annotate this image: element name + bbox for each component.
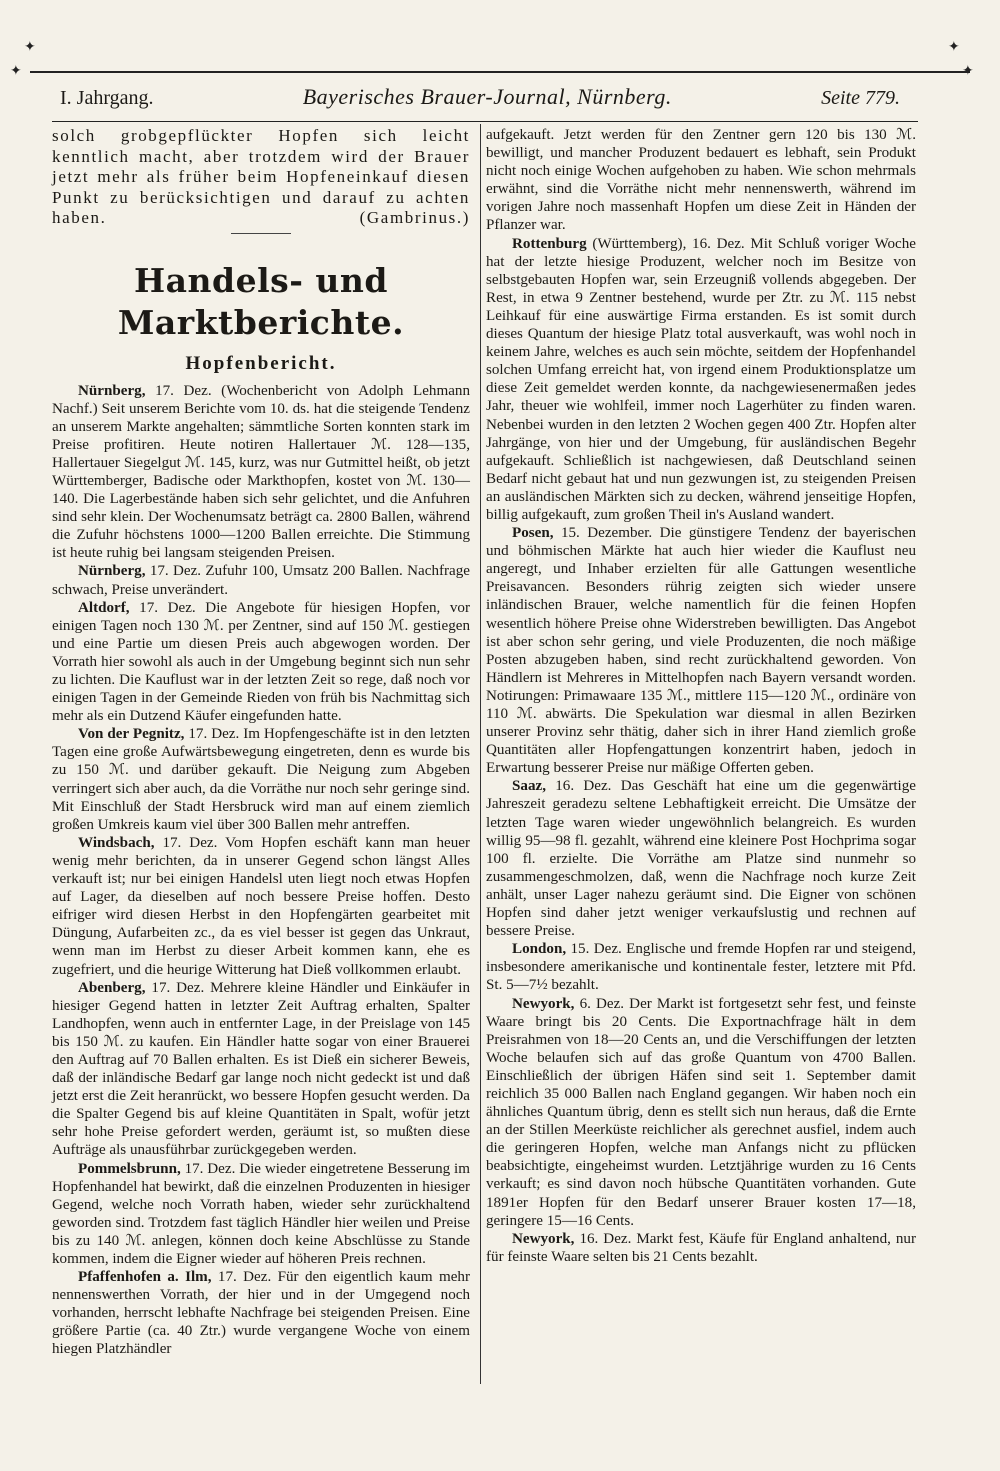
- section-title: Handels- und Marktberichte.: [117, 260, 405, 342]
- report-place: Rottenburg: [512, 235, 587, 252]
- report-text: 16. Dez. Das Geschäft hat eine um die gegenwärtige Jahreszeit geradezu seltene Lebhaftigkeit erreicht. Die Umsätze der letzten Tage waren wieder ungewöhnlich belangreich. Es wurden willig 95—98 fl. gezahlt, während eine kleinere Post Hochprima sogar 100 fl. erzielte. Die Vorräthe am Platze sind nunmehr so zusammengeschmolzen, daß, wenn die Nachfrage noch kurze Zeit anhält, unser Lager nahezu geräumt sind. Die Eigner von schönen Hopfen sind daher jetzt weniger verkaufslustig und rechnen auf bessere Preise.: [486, 778, 916, 940]
- report-text: 17. Dez. Die Angebote für hiesigen Hopfen, vor einigen Tagen noch 130 ℳ. per Zentner, sind auf 150 ℳ. gestiegen und eine Partie um diesen Preis auch abgewogen worden. Der Vorrath hier sowohl als auch in der Umgebung beginnt sich nun sehr zu lichten. Die Kauflust war in der letzten Zeit so rege, daß noch vor einigen Tagen in der Gemeinde Rieden von früh bis Nachmittag sich mehr als ein Dutzend Käufer eingefunden hatte.: [52, 599, 470, 725]
- column-divider: [480, 124, 481, 1384]
- report-text: 17. Dez. Im Hopfengeschäfte ist in den letzten Tagen eine große Aufwärtsbewegung eingetreten, denn es wurde bis zu 150 ℳ. und darüber gekauft. Die Neigung zum Abgeben verringert sich aber auch, da die Vorräthe nur noch sehr geringe sind. Mit Einschluß der Stadt Hersbruck wird man auf einem ziemlich großen Umkreis kaum viel über 300 Ballen mehr antreffen.: [52, 726, 471, 833]
- report-place: Nürnberg,: [78, 563, 146, 580]
- report-text: 6. Dez. Der Markt ist fortgesetzt sehr fest, und feinste Waare bringt bis 20 Cents. Die Exportnachfrage hält in dem Preisrahmen von 18—20 Cents an, und die Verschiffungen der letzten Woche belaufen sich auf das große Quantum von 4700 Ballen. Einschließlich der übrigen Häfen sind seit 1. September damit reichlich 35 000 Ballen nach England gegangen. Wir haben noch ein ähnliches Quantum übrig, denn es stellt sich nun heraus, daß die Ernte an der Stillen Meerküste reichlicher als gerechnet ausfiel, indem auch die geringeren Hopfen, welche man Anfangs nicht zu pflücken beabsichtigte, eingeheimst wurden. Letztjährige wurden zu 16 Cents verkauft; es sind davon noch hübsche Quantitäten vorhanden. Gute 1891er Hopfen für den Bedarf unserer Brauer kosten 17—18, geringere 15—16 Cents.: [486, 995, 916, 1229]
- market-report: [52, 1160, 470, 1269]
- market-report: [52, 725, 470, 834]
- report-place: Newyork,: [512, 995, 575, 1012]
- short-divider: [231, 233, 291, 234]
- top-border-rule: [30, 71, 970, 73]
- report-place: Abenberg,: [78, 979, 146, 996]
- market-report: [52, 1268, 470, 1358]
- market-report: [486, 235, 916, 525]
- report-text: 17. Dez. (Wochenbericht von Adolph Lehmann Nachf.) Seit unserem Berichte vom 10. ds. hat die steigende Tendenz an unserem Markte angehalten; sämmtliche Sorten konnten stark im Preise profitiren. Heute notiren Hallertauer ℳ. 128—135, Hallertauer Siegelgut ℳ. 145, kurz, was nur Gutmittel heißt, ob jetzt Württemberger, Badische oder Markthopfen, kostet von ℳ. 130—140. Die Lagerbestände haben sich sehr gelichtet, und die Anfuhren sind sehr klein. Der Wochenumsatz beträgt ca. 2800 Ballen, während die Zufuhr höchstens 1000—1200 Ballen erreichte. Die Stimmung ist heute ruhig bei langsam steigenden Preisen.: [52, 382, 470, 562]
- volume-year: I. Jahrgang.: [60, 87, 154, 109]
- report-place: Pommelsbrunn,: [78, 1160, 181, 1177]
- page-number: Seite 779.: [821, 87, 900, 109]
- report-place: Newyork,: [512, 1230, 575, 1247]
- report-text: 16. Dez. Markt fest, Käufe für England anhaltend, nur für feinste Waare selten bis 21 Cents bezahlt.: [486, 1230, 916, 1265]
- continued-paragraph: aufgekauft. Jetzt werden für den Zentner gern 120 bis 130 ℳ. bewilligt, und mancher Produzent bedauert es lebhaft, sein Produkt nicht noch einige Wochen aufgehoben zu haben. Wie schon mehrmals erwähnt, sind die Vorräthe nicht mehr nennenswerth, während im vorigen Jahre noch massenhaft Hopfen um diese Zeit in Händen der Pflanzer war.: [486, 127, 916, 234]
- market-report: [52, 979, 470, 1160]
- report-place: Pfaffenhofen a. Ilm,: [78, 1269, 212, 1286]
- market-report: [486, 940, 916, 994]
- report-place: Saaz,: [512, 778, 546, 795]
- report-text: 17. Dez. Für den eigentlich kaum mehr nennenswerthen Vorrath, der hier und in der Umgegend noch vorhanden, herrscht lebhafte Nachfrage bei steigenden Preisen. Eine größere Partie (ca. 40 Ztr.) wurde vergangene Woche von einem hiegen Platzhändler: [52, 1269, 470, 1358]
- market-report: [52, 562, 470, 598]
- market-report: [52, 382, 470, 563]
- report-text: (Württemberg), 16. Dez. Mit Schluß voriger Woche hat der letzte hiesige Produzent, welcher noch im Besitze von selbstgebauten Hopfen war, sein Erzeugniß vollends abgegeben. Der Rest, in etwa 9 Zentner bestehend, wurde per Ztr. zu ℳ. 115 nebst Leihkauf für eine auswärtige Firma erstanden. Es ist somit durch dieses Quantum der hiesige Platz total ausverkauft, was wohl noch in keinem Jahre, welches es auch sein möchte, seitdem der Hopfenhandel solchen Umfang erreicht hat, von irgend einem Produktionsplatze um diese Zeit gemeldet werden konnte, da nachgewiesenermaßen jedes Jahr, theuer wie wohlfeil, immer noch Lagerhüter zu finden waren. Nebenbei wurden in den letzten 2 Wochen gegen 400 Ztr. Hopfen alter Jahrgänge, von hier und der Umgebung, für ausländischen Begehr aufgekauft. Schließlich ist nachgewiesen, daß Deutschland seinen Bedarf nicht gebaut hat und nun gezwungen ist, zu steigenden Preisen an ausländischen Märkten sich zu decken, während jenseitige Hopfen, billig aufgekauft, zum großen Theil in's Ausland wandert.: [486, 235, 916, 523]
- report-place: Altdorf,: [78, 599, 130, 616]
- corner-ornament-left: ✦: [10, 63, 22, 79]
- corner-ornament-top-left: ✦: [24, 39, 36, 55]
- report-text: 17. Dez. Die wieder eingetretene Besserung im Hopfenhandel hat bewirkt, daß die einzelnen Produzenten in hiesiger Gegend, welche noch Vorrath haben, wieder sehr zurückhaltend geworden sind. Trotzdem fast täglich Händler hier weilen und Preise bis zu 140 ℳ. anlegen, können doch keine Abschlüsse zu Stande kommen, indem die Eigner wieder auf höheren Preis rechnen.: [52, 1160, 470, 1267]
- report-text: 15. Dezember. Die günstigere Tendenz der bayerischen und böhmischen Märkte hat auch hier wieder die Kauflust neu angeregt, und Inhaber erzielten für alle Gattungen wesentliche Preisavancen. Besonders rührig zeigten sich wieder unsere inländischen Brauer, welche namentlich für die feinen Hopfen wesentlich höhere Preise ohne Widerstreben bewilligten. Das Angebot ist aber schon sehr gering, und viele Produzenten, die noch mäßige Posten abzugeben haben, sind recht zurückhaltend geworden. Von Händlern ist Mehreres in Mittelhopfen nach Bayern versandt worden. Notirungen: Primawaare 135 ℳ., mittlere 115—120 ℳ., ordinäre von 110 ℳ. abwärts. Die Spekulation war diesmal in allen Bezirken unserer Provinz sehr thätig, daher sich in ihrer Hand ziemlich große Quantitäten aller Hopfengattungen konzentrirt haben, jedoch in Erwartung besserer Preise nur mäßige Offerten geben.: [486, 525, 916, 777]
- intro-text: solch grobgepflückter Hopfen sich leicht kenntlich macht, aber trotzdem wird der Brauer jetzt mehr als früher beim Hopfeneinkauf diesen Punkt zu berücksichtigen und darauf zu achten haben.: [52, 126, 470, 227]
- report-text: 17. Dez. Vom Hopfen eschäft kann man heuer wenig mehr berichten, da in unserer Gegend schon längst Alles verkauft ist; nur bei einigen Handelsl uten liegt noch etwas Hopfen auf Lager, da dieselben auf noch bessere Preise hoffen. Desto eifriger wird diesen Herbst in den Hopfengärten gearbeitet mit Düngung, Aufarbeiten zc., da es viel besser ist gegen das Unkraut, wenn man im Herbst zu dieser Arbeit kommen kann, ehe es zugefriert, und die heurige Witterung hat Dieß vollkommen erlaubt.: [52, 834, 470, 978]
- report-text: 17. Dez. Mehrere kleine Händler und Einkäufer in hiesiger Gegend hatten in letzter Zeit Auftrag erhalten, Spalter Landhopfen, wenn auch in entfernter Lage, in der Preislage von 145 bis 150 ℳ. zu kaufen. Ein Händler hatte sogar von einer Brauerei den Auftrag auf 70 Ballen erhalten. Es ist Dieß ein sicherer Beweis, daß der inländische Bedarf gar lange noch nicht gedeckt ist und daß jetzt erst die Zeit heranrückt, wo bessere Hopfen gesucht werden. Da die Spalter Gegend bis auf kleine Quantitäten in Spalt, wofür jetzt sehr hohe Preise gefordert werden, geräumt ist, so mußten diese Aufträge als unausführbar zurückgegeben werden.: [52, 979, 470, 1159]
- corner-ornament-right: ✦: [962, 63, 974, 79]
- report-place: London,: [512, 941, 567, 958]
- market-report: [486, 995, 916, 1230]
- market-report: [52, 599, 470, 726]
- left-column: [52, 126, 470, 1359]
- report-place: Nürnberg,: [78, 382, 146, 399]
- market-report: [486, 777, 916, 940]
- report-text: 15. Dez. Englische und fremde Hopfen rar und steigend, insbesondere amerikanische und kontinentale fester, letztere mit Pfd. St. 5—7½ bezahlt.: [486, 941, 916, 994]
- report-text: 17. Dez. Zufuhr 100, Umsatz 200 Ballen. Nachfrage schwach, Preise unverändert.: [52, 563, 470, 598]
- intro-paragraph: [52, 126, 470, 229]
- report-place: Von der Pegnitz,: [78, 726, 185, 743]
- market-report: [486, 1230, 916, 1266]
- intro-attribution: (Gambrinus.): [359, 208, 470, 227]
- page-header: [60, 84, 900, 118]
- right-column: [486, 126, 916, 1266]
- corner-ornament-top-right: ✦: [948, 39, 960, 55]
- market-report: [486, 524, 916, 777]
- journal-title: Bayerisches Brauer-Journal, Nürnberg.: [302, 84, 672, 109]
- header-rule: [52, 121, 918, 122]
- market-report: [52, 834, 470, 979]
- report-place: Windsbach,: [78, 834, 155, 851]
- report-place: Posen,: [512, 525, 554, 542]
- section-subtitle: Hopfenbericht.: [185, 352, 337, 374]
